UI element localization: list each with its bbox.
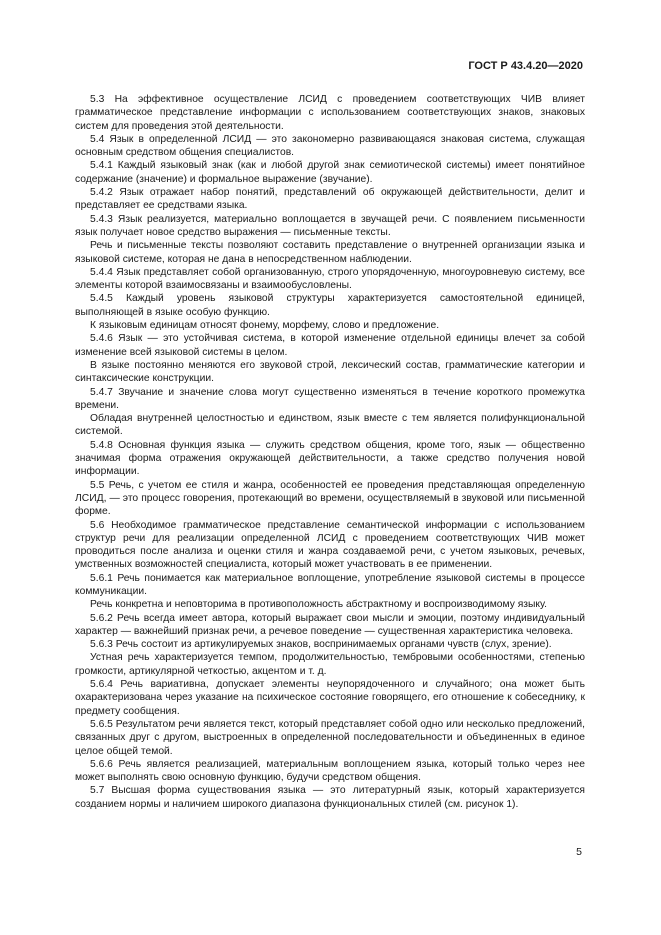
paragraph: Обладая внутренней целостностью и единством, язык вместе с тем является полифункциональной системой. <box>75 413 585 438</box>
paragraph: 5.6.3 Речь состоит из артикулируемых знаков, воспринимаемых органами чувств (слух, зрение). <box>90 639 552 651</box>
paragraph: Устная речь характеризуется темпом, продолжительностью, тембровыми особенностями, степенью громкости, артикулярной четкостью, акцентом и т. д. <box>75 652 585 677</box>
paragraph: 5.5 Речь, с учетом ее стиля и жанра, особенностей ее проведения представляющая определенную ЛСИД, — это процесс говорения, протекающий во времени, осуществляемый в звуковой или письменной форме. <box>75 479 585 518</box>
document-body <box>75 93 585 811</box>
paragraph: 5.6.6 Речь является реализацией, материальным воплощением языка, который только через нее может выполнять свою основную функцию, будучи средством общения. <box>75 758 585 784</box>
paragraph: 5.4.5 Каждый уровень языковой структуры характеризуется самостоятельной единицей, выполняющей в языке особую функцию. <box>75 293 585 318</box>
paragraph: В языке постоянно меняются его звуковой строй, лексический состав, грамматические категории и синтаксические конструкции. <box>75 359 585 385</box>
paragraph: 5.7 Высшая форма существования языка — это литературный язык, который характеризуется созданием нормы и наличием широкого диапазона функциональных стилей (см. рисунок 1). <box>75 785 585 810</box>
paragraph: 5.6 Необходимое грамматическое представление семантической информации с использованием структур речи для реализации определенной ЛСИД с проведением соответствующих ЧИВ может проводиться после анализа и оценки стиля и жанра создаваемой речи, с учетом языковых, речевых, умственных возможностей специалиста, который может участвовать в ее применении. <box>75 519 585 571</box>
paragraph: 5.6.5 Результатом речи является текст, который представляет собой одно или несколько предложений, связанных друг с другом, выстроенных в определенной последовательности и объединенных в единое целое общей темой. <box>75 718 585 757</box>
paragraph: Речь конкретна и неповторима в противоположность абстрактному и воспроизводимому языку. <box>90 599 548 611</box>
paragraph: 5.6.1 Речь понимается как материальное воплощение, употребление языковой системы в процессе коммуникации. <box>75 572 585 597</box>
paragraph: 5.4.8 Основная функция языка — служить средством общения, кроме того, язык — общественно значимая форма отражения окружающей действительности, а также средство получения новой информации. <box>75 439 585 478</box>
paragraph: 5.6.2 Речь всегда имеет автора, который выражает свои мысли и эмоции, поэтому индивидуальный характер — важнейший признак речи, а речевое поведение — существенная характеристика человека. <box>75 612 585 637</box>
paragraph: 5.4.6 Язык — это устойчивая система, в которой изменение отдельной единицы влечет за собой изменение всей языковой системы в целом. <box>75 333 585 358</box>
paragraph: 5.4.4 Язык представляет собой организованную, строго упорядоченную, многоуровневую систему, все элементы которой взаимосвязаны и взаимообусловлены. <box>75 266 585 292</box>
paragraph: 5.4.7 Звучание и значение слова могут существенно изменяться в течение короткого промежутка времени. <box>75 386 585 411</box>
paragraph: 5.3 На эффективное осуществление ЛСИД с проведением соответствующих ЧИВ влияет грамматическое представление информации с использованием соответствующих знаков, знаковых систем для проведения этой деятельности. <box>75 94 585 132</box>
paragraph: 5.4.2 Язык отражает набор понятий, представлений об окружающей действительности, делит и представляет ее средствами языка. <box>75 187 585 212</box>
document-header: ГОСТ Р 43.4.20—2020 <box>468 60 583 72</box>
paragraph: 5.4.3 Язык реализуется, материально воплощается в звучащей речи. С появлением письменности язык получает новое средство выражения — письменные тексты. <box>75 213 585 238</box>
paragraph: Речь и письменные тексты позволяют составить представление о внутренней организации языка и языковой системе, которая не дана в непосредственном наблюдении. <box>75 240 585 265</box>
paragraph: К языковым единицам относят фонему, морфему, слово и предложение. <box>90 320 440 332</box>
page-number: 5 <box>576 846 582 858</box>
paragraph: 5.6.4 Речь вариативна, допускает элементы неупорядоченного и случайного; она может быть охарактеризована через указание на психическое состояние говорящего, его отношение к собеседнику, к предмету сообщения. <box>75 679 585 717</box>
paragraph: 5.4 Язык в определенной ЛСИД — это закономерно развивающаяся знаковая система, служащая основным средством общения специалистов. <box>75 133 585 159</box>
paragraph: 5.4.1 Каждый языковый знак (как и любой другой знак семиотической системы) имеет понятийное содержание (значение) и формальное выражение (звучание). <box>75 160 585 185</box>
